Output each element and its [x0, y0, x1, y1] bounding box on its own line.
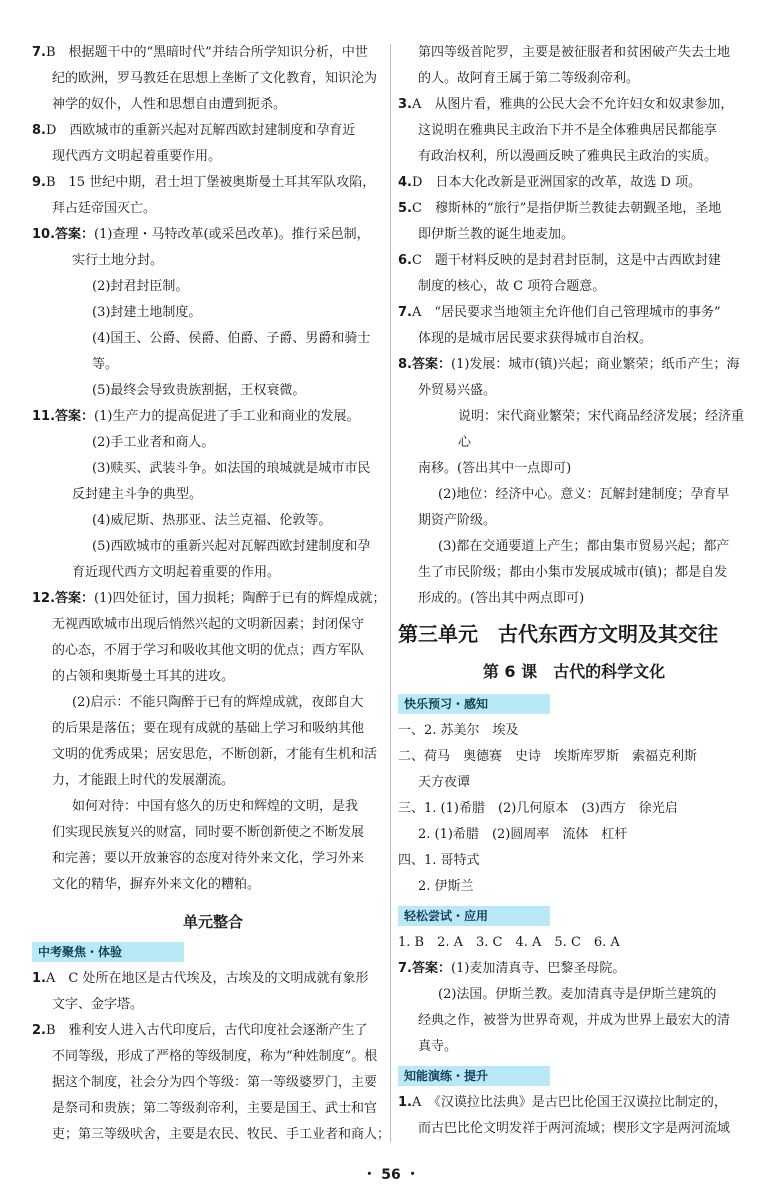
item-text: (1)生产力的提高促进了手工业和商业的发展。 — [94, 409, 360, 424]
item-text: 们实现民族复兴的财富，同时要不断创新使之不断发展 — [52, 825, 365, 840]
item-text: 实行土地分封。 — [72, 253, 164, 268]
item-number: 7. — [398, 305, 412, 320]
item-text: B 根据题干中的“黑暗时代”并结合所学知识分析，中世 — [45, 45, 368, 60]
item-text: 育近现代西方文明起着重要的作用。 — [72, 565, 281, 580]
section-bar-qingsong: 轻松尝试・应用 — [398, 906, 550, 926]
item-text: 而古巴比伦文明发祥于两河流域；楔形文字是两河流域 — [418, 1121, 731, 1136]
item-text: 无视西欧城市出现后悄然兴起的文明新因素；封闭保守 — [52, 617, 365, 632]
item-text: 据这个制度，社会分为四个等级：第一等级婆罗门，主要 — [52, 1075, 378, 1090]
item-text: (1)发展：城市(镇)兴起；商业繁荣；纸币产生；海 — [451, 357, 740, 372]
item-number: 10. — [32, 227, 56, 242]
item-text: 天方夜谭 — [418, 775, 471, 790]
item-number: 2. — [32, 1023, 46, 1038]
item-text: 不同等级，形成了严格的等级制度，称为“种姓制度”。根 — [52, 1049, 378, 1064]
item-text: D 日本大化改新是亚洲国家的改革，故选 D 项。 — [411, 175, 702, 190]
answer-item-2 — [32, 1018, 394, 1148]
item-text: (2)手工业者和商人。 — [92, 435, 215, 450]
item-number: 9. — [32, 175, 46, 190]
item-text: 经典之作，被誉为世界奇观，并成为世界上最宏大的清 — [418, 1013, 731, 1028]
answer-item-1b — [398, 1090, 750, 1142]
item-number: 3. — [398, 97, 412, 112]
section-bar-zhineng: 知能演练・提升 — [398, 1066, 550, 1086]
answer-item-10 — [32, 222, 394, 404]
item-text: 和完善；要以开放兼容的态度对待外来文化，学习外来 — [52, 851, 365, 866]
answer-item-9 — [32, 170, 394, 222]
item-text: 四、1. 哥特式 — [398, 853, 480, 868]
right-column — [398, 40, 750, 1142]
item-text: A C 处所在地区是古代埃及，古埃及的文明成就有象形 — [45, 971, 369, 986]
item-text: (3)赎买、武装斗争。如法国的琅城就是城市市民 — [92, 461, 371, 476]
item-text: 纪的欧洲，罗马教廷在思想上垄断了文化教育，知识沦为 — [52, 71, 378, 86]
item-text: 真寺。 — [418, 1039, 458, 1054]
answer-item-2-continued — [398, 40, 750, 92]
answer-item-1 — [32, 966, 394, 1018]
item-text: (3)都在交通要道上产生；都由集市贸易兴起；都产 — [438, 539, 730, 554]
item-text: 的占领和奥斯曼土耳其的进攻。 — [52, 669, 235, 684]
item-text: 反封建主斗争的典型。 — [72, 487, 203, 502]
answer-label: 答案： — [55, 227, 95, 242]
item-text: 生了市民阶级；都由小集市发展成城市(镇)；都是自发 — [418, 565, 728, 580]
item-number: 1. — [32, 971, 46, 986]
item-text: (3)封建土地制度。 — [92, 305, 202, 320]
item-number: 1. — [398, 1095, 412, 1110]
item-number: 5. — [398, 201, 412, 216]
item-text: 南移。(答出其中一点即可) — [418, 461, 572, 476]
answer-label: 答案： — [55, 591, 95, 606]
answer-item-7b — [398, 956, 750, 1060]
item-text: 即伊斯兰教的诞生地麦加。 — [418, 227, 575, 242]
item-text: A “居民要求当地领主允许他们自己管理城市的事务” — [411, 305, 721, 320]
answer-item-8 — [32, 118, 394, 170]
item-text: C 题干材料反映的是封君封臣制，这是中古西欧封建 — [411, 253, 721, 268]
item-text: 文化的精华，摒弃外来文化的糟粕。 — [52, 877, 261, 892]
item-text: 一、2. 苏美尔 埃及 — [398, 723, 519, 738]
item-number: 12. — [32, 591, 56, 606]
item-text: (2)封君封臣制。 — [92, 279, 189, 294]
item-text: 的后果是落伍；要在现有成就的基础上学习和吸纳其他 — [52, 721, 365, 736]
item-text: (5)西欧城市的重新兴起对瓦解西欧封建制度和孕 — [92, 539, 371, 554]
left-column — [32, 40, 394, 1148]
answer-label: 答案： — [411, 961, 451, 976]
answer-item-11 — [32, 404, 394, 586]
item-number: 7. — [398, 961, 412, 976]
item-text: D 西欧城市的重新兴起对瓦解西欧封建制度和孕育近 — [45, 123, 356, 138]
item-text: A 从图片看，雅典的公民大会不允许妇女和奴隶参加， — [411, 97, 734, 112]
answer-item-4 — [398, 170, 750, 196]
item-text: 文明的优秀成果；居安思危，不断创新，才能有生机和活 — [52, 747, 378, 762]
item-text: (2)法国。伊斯兰教。麦加清真寺是伊斯兰建筑的 — [438, 987, 717, 1002]
item-number: 11. — [32, 409, 56, 424]
answer-item-8 — [398, 352, 750, 612]
item-text: 2. (1)希腊 (2)圆周率 流体 杠杆 — [418, 827, 628, 842]
answer-item-5 — [398, 196, 750, 248]
answer-item-6 — [398, 248, 750, 300]
item-text: 形成的。(答出其中两点即可) — [418, 591, 585, 606]
item-number: 8. — [32, 123, 46, 138]
section-bar-kuaile: 快乐预习・感知 — [398, 694, 550, 714]
item-text: (1)麦加清真寺、巴黎圣母院。 — [451, 961, 626, 976]
answer-item-7 — [398, 300, 750, 352]
item-number: 6. — [398, 253, 412, 268]
unit-title: 第三单元 古代东西方文明及其交往 — [398, 622, 718, 646]
item-text: (1)四处征讨，国力损耗；陶醉于已有的辉煌成就； — [94, 591, 386, 606]
multiple-choice-answers: 1. B 2. A 3. C 4. A 5. C 6. A — [398, 935, 620, 950]
item-text: 体现的是城市居民要求获得城市自治权。 — [418, 331, 653, 346]
item-text: 这说明在雅典民主政治下并不是全体雅典居民都能享 — [418, 123, 718, 138]
item-text: 二、荷马 奥德赛 史诗 埃斯库罗斯 索福克利斯 — [398, 749, 698, 764]
answer-label: 答案： — [55, 409, 95, 424]
item-text: 制度的核心，故 C 项符合题意。 — [418, 279, 606, 294]
item-text: (2)地位：经济中心。意义：瓦解封建制度；孕育早 — [438, 487, 730, 502]
item-text: (1)查理・马特改革(或采邑改革)。推行采邑制， — [94, 227, 370, 242]
answer-item-12 — [32, 586, 394, 898]
item-text: 第四等级首陀罗，主要是被征服者和贫困破产失去土地 — [418, 45, 731, 60]
answer-label: 答案： — [411, 357, 451, 372]
item-number: 8. — [398, 357, 412, 372]
item-text: 是祭司和贵族；第二等级刹帝利，主要是国王、武士和官 — [52, 1101, 378, 1116]
item-text: 如何对待：中国有悠久的历史和辉煌的文明，是我 — [72, 799, 359, 814]
item-text: 有政治权利，所以漫画反映了雅典民主政治的实质。 — [418, 149, 718, 164]
item-text: 的心态，不屑于学习和吸收其他文明的优点；西方军队 — [52, 643, 365, 658]
item-text: 吏；第三等级吠舍，主要是农民、牧民、手工业者和商人； — [52, 1127, 391, 1142]
item-text: 现代西方文明起着重要作用。 — [52, 149, 222, 164]
item-text: 力，才能跟上时代的发展潮流。 — [52, 773, 235, 788]
item-text: (2)启示：不能只陶醉于已有的辉煌成就，夜郎自大 — [72, 695, 364, 710]
item-text: 拜占廷帝国灭亡。 — [52, 201, 157, 216]
item-number: 4. — [398, 175, 412, 190]
lesson-title: 第 6 课 古代的科学文化 — [482, 662, 666, 681]
answer-item-3 — [398, 92, 750, 170]
item-text: 三、1. (1)希腊 (2)几何原本 (3)西方 徐光启 — [398, 801, 678, 816]
item-text: (4)威尼斯、热那亚、法兰克福、伦敦等。 — [92, 513, 332, 528]
item-text: B 15 世纪中期，君士坦丁堡被奥斯曼土耳其军队攻陷， — [45, 175, 376, 190]
item-number: 7. — [32, 45, 46, 60]
item-text: (4)国王、公爵、侯爵、伯爵、子爵、男爵和骑士等。 — [92, 331, 371, 372]
item-text: 的人。故阿育王属于第二等级刹帝利。 — [418, 71, 640, 86]
item-text: 期资产阶级。 — [418, 513, 497, 528]
item-text: 神学的奴仆，人性和思想自由遭到扼杀。 — [52, 97, 287, 112]
item-text: 2. 伊斯兰 — [418, 879, 474, 894]
item-text: 文字、金字塔。 — [52, 997, 144, 1012]
item-text: 外贸易兴盛。 — [418, 383, 497, 398]
preview-answers — [398, 718, 750, 900]
section-bar-zhongkao: 中考聚焦・体验 — [32, 942, 184, 962]
page-number: ・ 56 ・ — [362, 1167, 420, 1183]
answer-item-7 — [32, 40, 394, 118]
unit-summary-heading: 单元整合 — [182, 913, 243, 931]
item-text: (5)最终会导致贵族割据，王权衰微。 — [92, 383, 306, 398]
item-text: A 《汉谟拉比法典》是古巴比伦国王汉谟拉比制定的， — [411, 1095, 727, 1110]
item-text: 说明：宋代商业繁荣；宋代商品经济发展；经济重心 — [458, 409, 745, 450]
item-text: C 穆斯林的“旅行”是指伊斯兰教徒去朝觐圣地，圣地 — [411, 201, 722, 216]
item-text: B 雅利安人进入古代印度后，古代印度社会逐渐产生了 — [45, 1023, 368, 1038]
